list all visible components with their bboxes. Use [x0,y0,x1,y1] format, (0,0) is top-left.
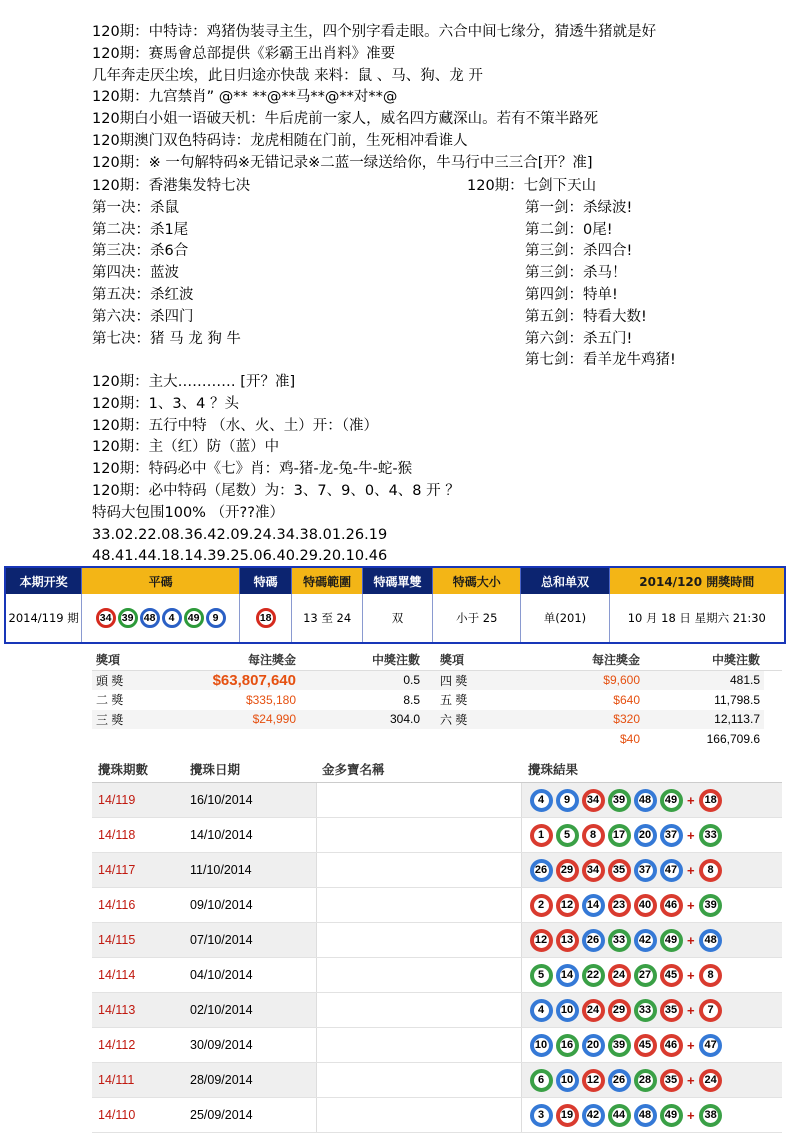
plus-icon: + [687,862,695,878]
history-ball: 48 [634,1104,657,1127]
history-ball: 33 [634,999,657,1022]
prize-rows [92,671,782,749]
history-ball: 10 [530,1034,553,1057]
prize-cell: $640 [613,692,640,707]
history-date: 07/10/2014 [190,933,253,947]
history-ball: 5 [556,824,579,847]
history-period: 14/110 [98,1108,136,1122]
right-column-item: 第二剑：0尾! [525,221,613,238]
history-ball: 29 [608,999,631,1022]
history-ball: 49 [660,789,683,812]
results-draw-time: 10 月 18 日 星期六 21:30 [627,611,766,625]
prize-cell: 二 獎 [96,693,124,708]
mid-line: 120期：主（红）防（蓝）中 [92,439,280,456]
prize-header [92,650,782,671]
prize-cell: $40 [619,731,640,746]
history-ball: 24 [608,964,631,987]
history-ball: 33 [608,929,631,952]
history-date: 11/10/2014 [190,863,252,877]
plus-icon: + [687,1072,695,1088]
results-header-cell: 特碼大小 [433,568,521,594]
prize-cell: 0.5 [300,671,428,691]
history-period: 14/111 [98,1073,135,1087]
right-column-items [467,198,767,372]
history-special-ball: 8 [699,964,722,987]
history-result [522,1069,782,1092]
history-result [522,824,782,847]
mid-line: 120期：特码必中《七》肖：鸡-猪-龙-兔-牛-蛇-猴 [92,461,413,478]
results-odd-even: 双 [363,594,433,642]
left-column-item: 第三决：杀6合 [92,243,189,260]
history-ball: 29 [556,859,579,882]
right-column-item: 第七剑：看羊龙牛鸡猪! [525,352,676,369]
history-ball: 42 [582,1104,605,1127]
history-ball: 46 [660,894,683,917]
history-date: 04/10/2014 [190,968,253,982]
history-ball: 20 [582,1034,605,1057]
history-special-ball: 47 [699,1034,722,1057]
history-date: 30/09/2014 [190,1038,253,1052]
history-name [316,923,522,957]
history-date: 16/10/2014 [190,793,253,807]
history-name [316,1098,522,1132]
results-header-cell: 2014/120 開獎時間 [610,568,784,594]
history-ball: 20 [634,824,657,847]
history-name [316,818,522,852]
prize-header-cell: 每注獎金 [247,653,296,668]
history-header [92,756,782,783]
header-line: 120期：中特诗：鸡猪伪装寻主生，四个别字看走眼。六合中间七缘分，猜透牛猪就是好 [92,24,657,40]
prize-table [92,650,782,749]
right-column-item: 第六剑：杀五门! [525,330,633,347]
history-rows [92,783,782,1133]
history-date: 28/09/2014 [190,1073,253,1087]
prize-cell: 六 獎 [428,710,490,730]
header-line: 120期：赛馬會总部提供《彩霸王出肖料》准要 [92,45,396,62]
history-result [522,929,782,952]
normal-ball: 34 [96,608,116,628]
history-date: 25/09/2014 [190,1108,253,1122]
normal-ball: 39 [118,608,138,628]
plus-icon: + [687,1002,695,1018]
history-row [92,888,782,923]
history-ball: 26 [530,859,553,882]
history-ball: 49 [660,1104,683,1127]
prize-cell: 三 獎 [92,710,160,730]
prize-cell [428,729,490,749]
mid-line-text: 120期：1、3、4 ？头 [92,395,239,412]
history-row [92,1063,782,1098]
history-ball: 49 [660,929,683,952]
prize-cell: 304.0 [300,710,428,730]
history-period: 14/112 [98,1038,136,1052]
history-special-ball: 39 [699,894,722,917]
history-ball: 6 [530,1069,553,1092]
history-result [522,1104,782,1127]
prize-row [92,690,782,710]
history-ball: 35 [608,859,631,882]
history-ball: 34 [582,859,605,882]
right-column-title: 120期：七剑下天山 [467,178,597,194]
prize-header-cell: 中獎注數 [711,653,760,668]
header-line: 几年奔走厌尘埃，此日归途亦快哉 来料：鼠 、马、狗、龙 开 [92,67,483,84]
right-column-item: 第三剑：杀四合! [525,243,633,260]
history-ball: 19 [556,1104,579,1127]
history-result [522,999,782,1022]
plus-icon: + [687,792,695,808]
plus-icon: + [687,932,695,948]
prize-cell: 11,798.5 [714,692,760,707]
history-special-ball: 24 [699,1069,722,1092]
history-name [316,1028,522,1062]
normal-balls [82,594,240,642]
history-ball: 24 [582,999,605,1022]
plus-icon: + [687,1107,695,1123]
mid-line [92,503,772,525]
history-row [92,993,782,1028]
history-result [522,1034,782,1057]
history-row [92,923,782,958]
history-ball: 10 [556,999,579,1022]
history-ball: 26 [582,929,605,952]
history-result [522,964,782,987]
mid-line [92,394,772,416]
history-ball: 14 [556,964,579,987]
prize-cell: $9,600 [490,671,644,691]
history-ball: 47 [660,859,683,882]
history-ball: 2 [530,894,553,917]
history-ball: 46 [660,1034,683,1057]
history-header-cell: 金多寶名稱 [322,763,385,777]
history-name [316,993,522,1027]
left-column [92,176,472,350]
history-ball: 3 [530,1104,553,1127]
prize-cell: 五 獎 [440,693,468,708]
special-ball: 18 [256,608,276,628]
history-ball: 28 [634,1069,657,1092]
history-table [92,756,782,1133]
history-header-cell: 攪珠期數 [98,763,149,777]
history-ball: 12 [582,1069,605,1092]
mid-line: 48.41.44.18.14.39.25.06.40.29.20.10.46 [92,548,388,565]
history-row [92,818,782,853]
history-ball: 1 [530,824,553,847]
history-date: 09/10/2014 [190,898,253,912]
history-ball: 9 [556,789,579,812]
history-row [92,958,782,993]
prize-cell: 481.5 [644,671,764,691]
history-ball: 16 [556,1034,579,1057]
prize-cell: $24,990 [160,710,300,730]
history-name [316,888,522,922]
history-period: 14/117 [98,863,136,877]
results-header-cell: 平碼 [82,568,240,594]
history-header-cell: 攪珠日期 [190,763,241,777]
history-ball: 12 [556,894,579,917]
history-special-ball: 33 [699,824,722,847]
results-range: 13 至 24 [292,594,362,642]
left-column-items [92,198,472,351]
mid-line: 33.02.22.08.36.42.09.24.34.38.01.26.19 [92,526,388,543]
results-table [4,566,786,644]
prize-header-cell: 獎項 [440,653,465,668]
results-header [6,568,784,594]
left-column-title: 120期：香港集发特七决 [92,178,251,194]
normal-ball: 48 [140,608,160,628]
mid-line: 120期：五行中特 （水、火、土）开：（准） [92,417,379,434]
header-line: 120期：※ 一句解特码※无错记录※二蓝一绿送给你，牛马行中三三合[开？准] [92,154,593,171]
history-ball: 45 [660,964,683,987]
results-header-cell: 特碼 [240,568,293,594]
special-ball-cell [240,594,293,642]
normal-ball: 9 [206,608,226,628]
header-line: 120期白小姐一语破天机：牛后虎前一家人，威名四方藏深山。若有不策半路死 [92,111,599,128]
right-column [467,176,767,372]
history-period: 14/118 [98,828,136,842]
history-name [316,958,522,992]
history-ball: 5 [530,964,553,987]
prize-header-cell: 中獎注數 [371,653,420,668]
history-name [316,783,522,817]
history-ball: 17 [608,824,631,847]
history-ball: 23 [608,894,631,917]
history-ball: 26 [608,1069,631,1092]
prize-row [92,671,782,691]
history-date: 14/10/2014 [190,828,253,842]
history-special-ball: 48 [699,929,722,952]
history-period: 14/116 [98,898,136,912]
history-ball: 27 [634,964,657,987]
history-ball: 14 [582,894,605,917]
prize-row [92,729,782,749]
mid-lines [92,372,772,568]
history-ball: 35 [660,999,683,1022]
history-ball: 4 [530,789,553,812]
history-result [522,859,782,882]
results-header-cell: 总和单双 [521,568,609,594]
results-header-cell: 特碼範圍 [292,568,362,594]
history-period: 14/113 [98,1003,136,1017]
history-ball: 10 [556,1069,579,1092]
results-header-cell: 本期开奖 [6,568,82,594]
left-column-item: 第五决：杀红波 [92,286,194,303]
history-row [92,783,782,818]
history-special-ball: 38 [699,1104,722,1127]
right-column-item: 第四剑：特单! [525,286,618,303]
results-header-cell: 特碼單雙 [363,568,433,594]
prize-cell: $320 [490,710,644,730]
left-column-item: 第六决：杀四门 [92,308,194,325]
prize-header-cell: 獎項 [96,653,121,668]
right-column-item: 第一剑：杀绿波! [525,199,633,216]
header-line: 120期：九宫禁肖” @** **@**马**@**对**@ [92,89,398,106]
history-special-ball: 7 [699,999,722,1022]
left-column-item: 第四决：蓝波 [92,265,179,282]
right-column-item: 第五剑：特看大数! [525,308,647,325]
history-ball: 37 [660,824,683,847]
normal-ball: 49 [184,608,204,628]
prize-cell: $335,180 [245,692,296,707]
history-result [522,894,782,917]
prize-cell: 12,113.7 [644,710,764,730]
history-period: 14/114 [98,968,136,982]
history-ball: 48 [634,789,657,812]
right-column-item: 第三剑：杀马！ [525,265,627,282]
prize-cell: 四 獎 [428,671,490,691]
history-period: 14/119 [98,793,136,807]
prize-cell [160,729,300,749]
history-special-ball: 8 [699,859,722,882]
history-row [92,853,782,888]
prize-row [92,710,782,730]
history-ball: 44 [608,1104,631,1127]
prize-cell: 頭 獎 [92,671,160,691]
history-ball: 35 [660,1069,683,1092]
left-column-item: 第二决：杀1尾 [92,221,189,238]
prize-cell [92,729,160,749]
history-period: 14/115 [98,933,136,947]
header-lines [92,22,772,175]
history-ball: 42 [634,929,657,952]
prize-cell: $63,807,640 [160,671,300,691]
history-ball: 22 [582,964,605,987]
history-name [316,853,522,887]
prize-cell: 8.5 [403,692,420,707]
history-ball: 40 [634,894,657,917]
prize-cell [300,729,428,749]
history-result [522,789,782,812]
history-ball: 39 [608,1034,631,1057]
plus-icon: + [687,967,695,983]
history-header-cell: 攪珠結果 [528,763,579,777]
prize-cell: 166,709.6 [706,731,760,746]
left-column-item: 第一决：杀鼠 [92,199,179,216]
results-row [6,594,784,642]
prize-header-cell: 每注獎金 [591,653,640,668]
plus-icon: + [687,827,695,843]
history-special-ball: 18 [699,789,722,812]
history-name [316,1063,522,1097]
history-ball: 34 [582,789,605,812]
history-ball: 37 [634,859,657,882]
history-ball: 39 [608,789,631,812]
history-ball: 12 [530,929,553,952]
plus-icon: + [687,1037,695,1053]
results-size: 小于 25 [433,594,521,642]
history-ball: 4 [530,999,553,1022]
history-ball: 8 [582,824,605,847]
history-row [92,1028,782,1063]
results-sum-odd-even: 单(201) [521,594,609,642]
history-ball: 45 [634,1034,657,1057]
history-ball: 13 [556,929,579,952]
mid-line: 120期：必中特码（尾数）为：3、7、9、0、4、8 开 ？ [92,482,460,499]
results-period: 2014/119 期 [6,594,82,642]
left-column-item: 第七决：猪 马 龙 狗 牛 [92,330,241,347]
mid-line-text: 特码大包围100% （开??准） [92,504,284,521]
history-row [92,1098,782,1133]
plus-icon: + [687,897,695,913]
history-date: 02/10/2014 [190,1003,253,1017]
header-line: 120期澳门双色特码诗：龙虎相随在门前，生死相冲看谁人 [92,132,468,149]
mid-line: 120期：主大………… [开？准] [92,374,296,390]
normal-ball: 4 [162,608,182,628]
